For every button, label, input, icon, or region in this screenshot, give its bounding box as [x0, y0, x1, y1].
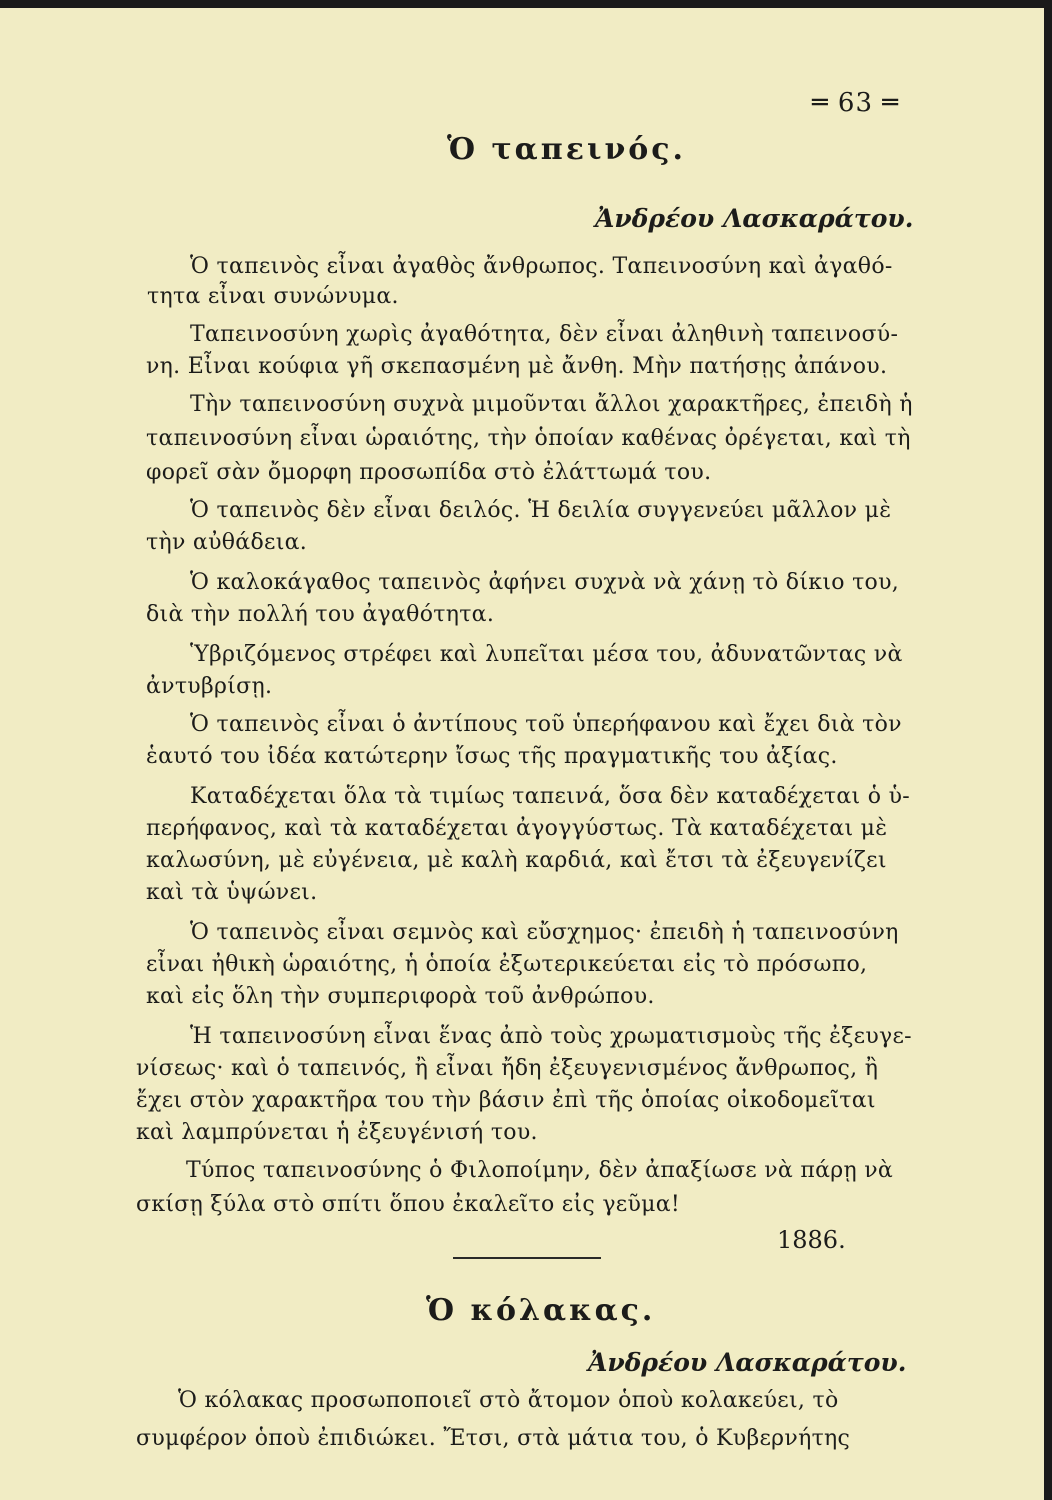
section-divider — [453, 1257, 601, 1259]
text-line: ἔχει στὸν χαρακτῆρα του τὴν βάσιν ἐπὶ τῆς ὁποίας οἰκοδομεῖται — [136, 1088, 876, 1113]
page-number: ═ 63 ═ — [812, 88, 899, 118]
text-line: τὴν αὐθάδεια. — [146, 530, 308, 555]
text-line: περήφανος, καὶ τὰ καταδέχεται ἀγογγύστως. Τὰ καταδέχεται μὲ — [146, 816, 888, 841]
text-line: Ὁ καλοκάγαθος ταπεινὸς ἀφήνει συχνὰ νὰ χάνῃ τὸ δίκιο του, — [190, 570, 900, 595]
text-line: Ὁ ταπεινὸς εἶναι ὁ ἀντίπους τοῦ ὑπερήφανου καὶ ἔχει διὰ τὸν — [190, 712, 902, 737]
book-page — [0, 8, 1044, 1500]
text-line: καὶ τὰ ὑψώνει. — [146, 880, 318, 905]
text-line: Ὁ κόλακας προσωποποιεῖ στὸ ἄτομον ὁποὺ κολακεύει, τὸ — [178, 1388, 839, 1413]
text-line: Ταπεινοσύνη χωρὶς ἀγαθότητα, δὲν εἶναι ἀληθινὴ ταπεινοσύ- — [190, 322, 899, 347]
text-line: Ὑβριζόμενος στρέφει καὶ λυπεῖται μέσα του, ἀδυνατῶντας νὰ — [190, 642, 903, 667]
text-line: συμφέρον ὁποὺ ἐπιδιώκει. Ἔτσι, στὰ μάτια του, ὁ Κυβερνήτης — [136, 1426, 851, 1451]
text-line: τητα εἶναι συνώνυμα. — [147, 284, 399, 309]
text-line: φορεῖ σὰν ὄμορφη προσωπίδα στὸ ἐλάττωμά του. — [146, 460, 712, 485]
text-line: Ἡ ταπεινοσύνη εἶναι ἕνας ἀπὸ τοὺς χρωματισμοὺς τῆς ἐξευγε- — [190, 1024, 912, 1049]
text-line: Ὁ ταπεινὸς εἶναι ἀγαθὸς ἄνθρωπος. Ταπεινοσύνη καὶ ἀγαθό- — [190, 254, 893, 279]
section-title: Ὁ κόλακας. — [426, 1293, 656, 1328]
section-author: Ἀνδρέου Λασκαράτου. — [588, 1348, 907, 1377]
text-line: Τὴν ταπεινοσύνη συχνὰ μιμοῦνται ἄλλοι χαρακτῆρες, ἐπειδὴ ἡ — [190, 392, 913, 417]
text-line: ἀντυβρίσῃ. — [146, 674, 273, 699]
section-title: Ὁ ταπεινός. — [447, 132, 687, 167]
text-line: διὰ τὴν πολλή του ἀγαθότητα. — [146, 602, 495, 627]
text-line: Τύπος ταπεινοσύνης ὁ Φιλοποίμην, δὲν ἀπαξίωσε νὰ πάρῃ νὰ — [186, 1158, 894, 1183]
year: 1886. — [777, 1226, 846, 1254]
text-line: καλωσύνη, μὲ εὐγένεια, μὲ καλὴ καρδιά, καὶ ἔτσι τὰ ἐξευγενίζει — [146, 848, 887, 873]
section-author: Ἀνδρέου Λασκαράτου. — [595, 204, 914, 233]
text-line: Ὁ ταπεινὸς εἶναι σεμνὸς καὶ εὔσχημος· ἐπειδὴ ἡ ταπεινοσύνη — [190, 920, 899, 945]
text-line: σκίσῃ ξύλα στὸ σπίτι ὅπου ἐκαλεῖτο εἰς γεῦμα! — [136, 1192, 681, 1217]
text-line: ἑαυτό του ἰδέα κατώτερην ἴσως τῆς πραγματικῆς του ἀξίας. — [146, 744, 838, 769]
text-line: καὶ λαμπρύνεται ἡ ἐξευγένισή του. — [136, 1120, 538, 1145]
text-line: Ὁ ταπεινὸς δὲν εἶναι δειλός. Ἡ δειλία συγγενεύει μᾶλλον μὲ — [190, 498, 892, 523]
text-line: ταπεινοσύνη εἶναι ὡραιότης, τὴν ὁποίαν καθένας ὀρέγεται, καὶ τὴ — [146, 426, 911, 451]
text-line: νίσεως· καὶ ὁ ταπεινός, ἢ εἶναι ἤδη ἐξευγενισμένος ἄνθρωπος, ἢ — [136, 1056, 879, 1081]
text-line: καὶ εἰς ὅλη τὴν συμπεριφορὰ τοῦ ἀνθρώπου. — [146, 984, 655, 1009]
text-line: εἶναι ἠθικὴ ὡραιότης, ἡ ὁποία ἐξωτερικεύεται εἰς τὸ πρόσωπο, — [146, 952, 868, 977]
text-line: Καταδέχεται ὅλα τὰ τιμίως ταπεινά, ὅσα δὲν καταδέχεται ὁ ὑ- — [190, 784, 911, 809]
text-line: νη. Εἶναι κούφια γῆ σκεπασμένη μὲ ἄνθη. Μὴν πατήσῃς ἀπάνου. — [146, 354, 888, 379]
